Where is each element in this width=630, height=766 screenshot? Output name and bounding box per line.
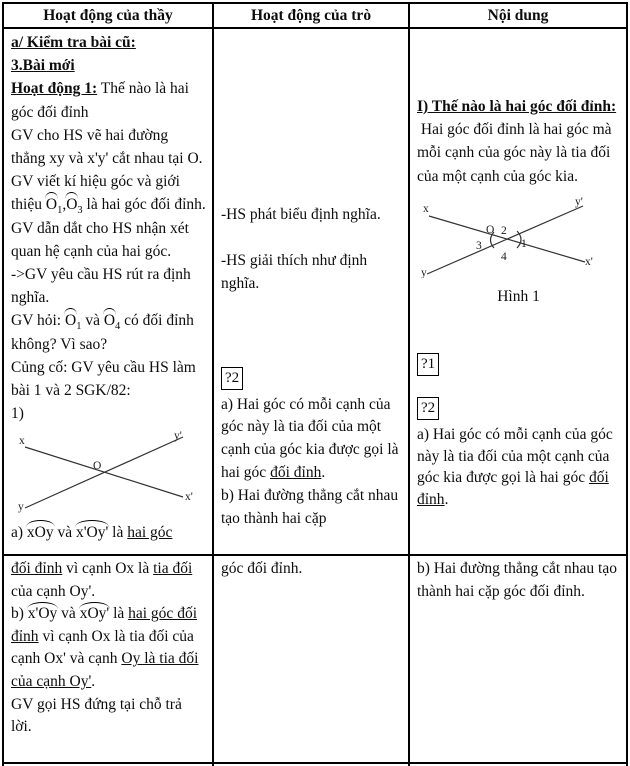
- text-run: và: [53, 523, 77, 541]
- label-O: O: [93, 460, 102, 473]
- text-run: ->GV yêu cầu HS rút ra định nghĩa.: [11, 266, 191, 307]
- answer-a-definition: [417, 424, 620, 510]
- task-marker-row: [417, 352, 620, 376]
- angle-O4-notation: O: [104, 309, 115, 332]
- subscript: 4: [115, 321, 121, 333]
- text-run: a) Hai góc có mỗi cạnh của góc này là tia đối của một cạnh của góc kia được gọi là hai góc: [221, 395, 399, 481]
- column-header-student-activities: Hoạt động của trò: [214, 4, 410, 29]
- text-run: b): [11, 605, 28, 623]
- label-x: x: [19, 435, 25, 448]
- text-run-underlined: đối đỉnh: [270, 464, 322, 481]
- text-run: GV hỏi:: [11, 312, 65, 330]
- text-run: a) Hai góc có mỗi cạnh của góc này là tia đối của một cạnh của góc kia được gọi là hai góc: [417, 426, 613, 487]
- paragraph-gv-call-student: GV gọi HS đứng tại chỗ trả lời.: [11, 695, 182, 736]
- label-xprime: x': [585, 255, 593, 268]
- text-run-underlined: hai góc: [127, 523, 173, 541]
- label-y: y: [18, 501, 24, 514]
- subscript: 1: [57, 205, 63, 217]
- text-run: vì cạnh Ox là: [62, 560, 154, 577]
- definition-paragraph: Hai góc đối đỉnh là hai góc mà mỗi cạnh của góc này là tia đối của một cạnh của góc kia.: [417, 121, 616, 185]
- text-run: của cạnh Oy'.: [11, 582, 96, 600]
- text-run: Hoạt động 1:: [11, 80, 98, 98]
- column-header-content: Nội dung: [410, 4, 626, 29]
- text-run: là hai góc đối đỉnh. GV dẫn dắt cho HS nhận xét quan hệ cạnh của hai góc.: [11, 196, 206, 260]
- label-angle-2: 2: [501, 224, 507, 237]
- section-heading: [417, 95, 620, 118]
- text-run: .: [321, 464, 326, 481]
- angle-xOyp-notation: xOy': [80, 603, 110, 626]
- answer-b: [11, 603, 206, 693]
- answer-b-content: b) Hai đường thẳng cắt nhau tạo thành hai cặp góc đối đỉnh.: [417, 560, 617, 600]
- intersecting-lines-diagram: [11, 427, 207, 513]
- cell-content-continued: [410, 556, 626, 764]
- subscript: 1: [76, 321, 82, 333]
- angle-xOy-notation: xOy: [27, 521, 54, 544]
- text-run: a): [11, 523, 27, 541]
- cell-student-activities: [214, 29, 410, 556]
- text-run-underlined: đối đỉnh: [417, 469, 609, 508]
- task-marker-row: [221, 366, 402, 390]
- label-angle-3: 3: [476, 239, 482, 252]
- text-run: I) Thế nào là hai góc đối đỉnh:: [417, 98, 617, 115]
- label-xprime: x': [185, 491, 193, 504]
- text-run: là: [108, 523, 128, 541]
- task-2-box: ?2: [221, 367, 243, 390]
- text-run: Thế nào là hai góc đối đỉnh: [11, 80, 193, 121]
- subscript: 3: [77, 205, 83, 217]
- label-angle-4: 4: [501, 250, 507, 263]
- text-run: là: [109, 605, 129, 623]
- task-marker-row: [417, 396, 620, 420]
- paragraph-gv-request: [11, 263, 206, 309]
- text-run: và: [81, 312, 104, 330]
- task-1-box: ?1: [417, 353, 439, 376]
- cell-teacher-activities-continued: [4, 556, 214, 764]
- exercise-item-number: 1): [11, 405, 24, 423]
- text-run: ,: [62, 196, 67, 214]
- label-x: x: [423, 202, 429, 215]
- paragraph-gv-question: [11, 309, 206, 355]
- text-run: a/ Kiểm tra bài cũ:: [11, 34, 136, 51]
- text-run: Củng cố: GV yêu cầu HS làm bài 1 và 2 SGK/82:: [11, 358, 196, 400]
- paragraph-gv-instructions: [11, 124, 206, 263]
- answer-a: [11, 521, 206, 544]
- cell-content: [410, 29, 626, 556]
- text-run: 3.Bài mới: [11, 57, 75, 75]
- label-angle-1: 1: [521, 237, 527, 250]
- text-run-underlined: hai góc đối đỉnh: [11, 605, 197, 645]
- text-run: và: [57, 605, 80, 623]
- text-run: GV cho HS vẽ hai đường thẳng xy và x'y' cắt nhau tại O. GV viết kí hiệu góc và giới thiệu: [11, 126, 203, 214]
- text-run-underlined: đối đỉnh: [11, 560, 63, 577]
- cell-student-activities-continued: [214, 556, 410, 764]
- text-run: .: [444, 491, 449, 508]
- text-run: có đối đỉnh không? Vì sao?: [11, 312, 194, 353]
- angle-O1-notation: O: [46, 193, 57, 216]
- label-O: O: [486, 223, 495, 236]
- figure-caption: Hình 1: [497, 288, 540, 306]
- answer-b-lines: b) Hai đường thẳng cắt nhau tạo thành hai cặp: [221, 486, 399, 527]
- answer-b-continued: góc đối đỉnh.: [221, 560, 303, 577]
- text-run-underlined: tia đối: [153, 560, 193, 577]
- text-run: .: [91, 672, 96, 690]
- heading-activity-1: [11, 77, 206, 123]
- line-y-yprime: [427, 206, 583, 274]
- label-yprime: y': [575, 195, 583, 208]
- line-y-yprime: [25, 437, 183, 508]
- angle-O1-notation: O: [65, 309, 76, 332]
- answer-a-definition: [221, 394, 402, 485]
- figure-intersecting-lines-exercise: [11, 427, 206, 520]
- paragraph-hs-state-definition: -HS phát biểu định nghĩa.: [221, 206, 381, 223]
- heading-new-lesson: [11, 54, 206, 77]
- text-run: vì cạnh Ox là tia đối của cạnh Ox' và cạnh: [11, 627, 194, 668]
- task-2-box: ?2: [417, 397, 439, 420]
- figure-hinh-1: [417, 194, 620, 308]
- paragraph-consolidation: [11, 356, 206, 402]
- angle-xpOy-notation: x'Oy: [28, 603, 58, 626]
- paragraph-hs-explain: -HS giải thích như định nghĩa.: [221, 252, 368, 293]
- angle-xpOyp-notation: x'Oy': [76, 521, 108, 544]
- answer-a-continued: [11, 558, 206, 603]
- angle-O3-notation: O: [66, 193, 77, 216]
- lesson-plan-table: [2, 2, 628, 766]
- label-yprime: y': [174, 430, 182, 443]
- cell-teacher-activities: [4, 29, 214, 556]
- column-header-teacher-activities: Hoạt động của thầy: [4, 4, 214, 29]
- label-y: y: [421, 266, 427, 278]
- intersecting-lines-with-angles-diagram: [417, 194, 599, 278]
- text-run-underlined: Oy là tia đối của cạnh Oy': [11, 650, 199, 690]
- heading-check-old-lesson: [11, 31, 206, 54]
